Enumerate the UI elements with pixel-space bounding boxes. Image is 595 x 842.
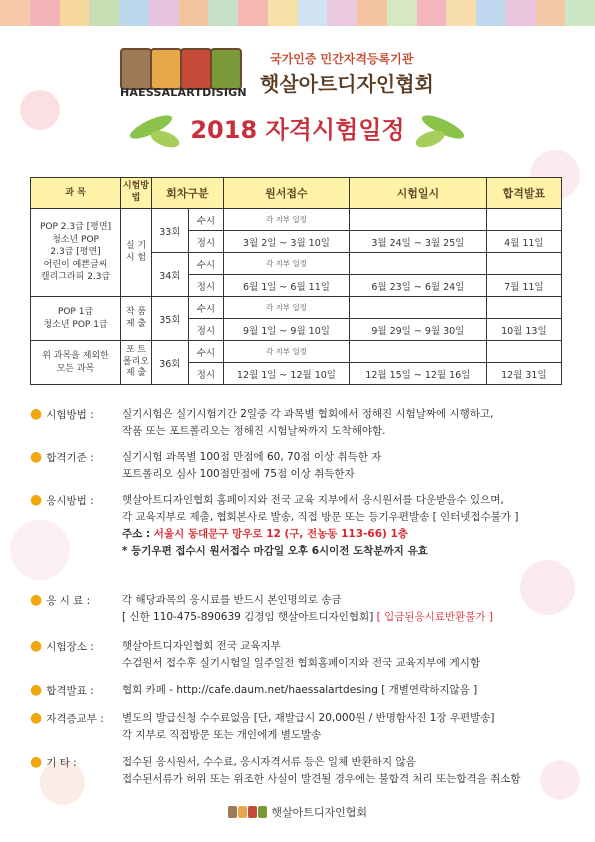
round-cell: 33회 — [151, 209, 188, 253]
color-stripe — [238, 0, 268, 26]
color-stripe — [179, 0, 209, 26]
color-stripe — [149, 0, 179, 26]
subject-cell — [31, 341, 121, 385]
apply-cell: 각 지부 일정 — [223, 341, 349, 363]
info-line: 접수된 응시원서, 수수료, 응시자격서류 등은 일체 반환하지 않음 — [122, 756, 416, 768]
round-cell: 36회 — [151, 341, 188, 385]
exam-cell — [350, 209, 487, 231]
footer — [0, 804, 595, 821]
exam-cell: 3월 24일 ~ 3월 25일 — [350, 231, 487, 253]
color-stripe — [417, 0, 447, 26]
method-cell — [121, 209, 152, 297]
table-row — [31, 209, 562, 231]
color-stripe — [119, 0, 149, 26]
method-line: 제 출 — [125, 318, 147, 329]
type-cell: 수시 — [188, 209, 223, 231]
info-line: 접수된서류가 허위 또는 위조한 사실이 발견될 경우에는 불합격 처리 또는합격을 취소함 — [122, 773, 521, 785]
header-apply: 원서접수 — [223, 178, 349, 209]
subject-line: 캘리그라피 2.3급 — [40, 272, 111, 283]
header-result: 합격발표 — [486, 178, 561, 209]
type-cell: 수시 — [188, 253, 223, 275]
color-stripe — [506, 0, 536, 26]
color-stripe — [446, 0, 476, 26]
round-cell: 35회 — [151, 297, 188, 341]
subject-cell — [31, 297, 121, 341]
top-color-stripes — [0, 0, 595, 26]
color-stripe — [89, 0, 119, 26]
info-line: 주소 : 서울시 동대문구 망우로 12 (구, 전농동 113-66) 1층 — [122, 528, 408, 540]
subject-line: POP 2.3급 [평면] — [40, 222, 112, 233]
method-line: 실 기 — [125, 240, 147, 251]
decor-petal — [10, 520, 70, 580]
footer-logo — [228, 806, 268, 821]
bullet-icon: ● — [30, 710, 43, 726]
round-cell: 34회 — [151, 253, 188, 297]
method-line: 포 트 — [125, 344, 147, 355]
info-label: 시험장소 : — [46, 641, 94, 653]
bullet-icon: ● — [30, 492, 43, 508]
header-subject: 과 목 — [31, 178, 121, 209]
result-cell — [486, 297, 561, 319]
apply-cell: 12월 1일 ~ 12월 10일 — [223, 363, 349, 385]
subject-line: 어린이 예쁜글씨 — [43, 259, 108, 270]
address: 서울시 동대문구 망우로 12 (구, 전농동 113-66) 1층 — [153, 528, 408, 540]
no-refund-note: [ 입금된응시료반환불가 ] — [376, 611, 493, 623]
info-label: 응시방법 : — [46, 495, 94, 507]
info-label: 자격증교부 : — [46, 713, 104, 725]
schedule-table — [30, 177, 562, 385]
info-line: 각 지부로 직접방문 또는 개인에게 별도발송 — [122, 729, 322, 741]
type-cell: 수시 — [188, 341, 223, 363]
info-label: 합격발표 : — [46, 685, 94, 697]
color-stripe — [208, 0, 238, 26]
color-stripe — [476, 0, 506, 26]
logo-text: HAESSALARTDISIGN — [120, 86, 247, 99]
bullet-icon: ● — [30, 592, 43, 608]
info-line: 실기시험은 실기시험기간 2일중 각 과목별 협회에서 정해진 시험날짜에 시행하고, — [122, 408, 494, 420]
header-exam: 시험일시 — [350, 178, 487, 209]
color-stripe — [357, 0, 387, 26]
color-stripe — [0, 0, 30, 26]
color-stripe — [268, 0, 298, 26]
method-cell — [121, 297, 152, 341]
footer-org-name: 햇살아트디자인협회 — [271, 806, 368, 819]
cafe-link[interactable]: 협회 카페 - http://cafe.daum.net/haessalartdesing [ 개별연락하지않음 ] — [122, 684, 478, 696]
subject-line: POP 1급 — [57, 306, 94, 317]
result-cell: 12월 31일 — [486, 363, 561, 385]
subject-line: 2.3급 [평면] — [50, 247, 101, 258]
info-line: 각 교육지부로 제출, 협회본사로 발송, 직접 방문 또는 등기우편발송 [ 인터넷접수불가 ] — [122, 511, 519, 523]
type-cell: 정시 — [188, 319, 223, 341]
color-stripe — [30, 0, 60, 26]
subject-line: 위 과목을 제외한 — [42, 350, 109, 361]
exam-cell: 6월 23일 ~ 6월 24일 — [350, 275, 487, 297]
color-stripe — [387, 0, 417, 26]
exam-cell — [350, 341, 487, 363]
info-line: 실기시험 과목별 100점 만점에 60, 70점 이상 취득한 자 — [122, 451, 382, 463]
type-cell: 수시 — [188, 297, 223, 319]
table-header-row — [31, 178, 562, 209]
exam-cell: 12월 15일 ~ 12월 16일 — [350, 363, 487, 385]
color-stripe — [327, 0, 357, 26]
color-stripe — [536, 0, 566, 26]
color-stripe — [60, 0, 90, 26]
apply-cell: 각 지부 일정 — [223, 209, 349, 231]
method-line: 시 험 — [125, 252, 147, 263]
info-label: 시험방법 : — [46, 409, 94, 421]
info-line: 햇살아트디자인협회 홈페이지와 전국 교육 지부에서 응시원서를 다운받을수 있으며, — [122, 494, 504, 506]
type-cell: 정시 — [188, 275, 223, 297]
table-row — [31, 341, 562, 363]
info-line: 작품 또는 포트폴리오는 정해진 시험날짜까지 도착해야함. — [122, 425, 386, 437]
color-stripe — [298, 0, 328, 26]
schedule-table-wrap — [30, 177, 562, 385]
subject-line: 청소년 POP 1급 — [43, 319, 108, 330]
info-line: [ 신한 110-475-890639 김경임 햇살아트디자인협회] [ 입금된응시료반환불가 ] — [122, 611, 493, 623]
exam-cell — [350, 297, 487, 319]
org-name: 햇살아트디자인협회 — [260, 72, 434, 96]
bullet-icon: ● — [30, 682, 43, 698]
apply-cell: 각 지부 일정 — [223, 253, 349, 275]
bullet-icon: ● — [30, 638, 43, 654]
info-label: 응 시 료 : — [46, 595, 91, 607]
bullet-icon: ● — [30, 406, 43, 422]
info-label: 합격기준 : — [46, 452, 94, 464]
info-line: 햇살아트디자인협회 전국 교육지부 — [122, 640, 281, 652]
apply-cell: 6월 1일 ~ 6월 11일 — [223, 275, 349, 297]
result-cell: 7월 11일 — [486, 275, 561, 297]
subject-line: 모든 과목 — [56, 363, 95, 374]
method-line: 작 품 — [125, 306, 147, 317]
info-line: 수검원서 접수후 실기시험일 일주일전 협회홈페이지와 전국 교육지부에 게시함 — [122, 657, 481, 669]
info-line: 별도의 발급신청 수수료없음 [단, 재발급시 20,000원 / 반명함사진 1장 우편발송] — [122, 712, 495, 724]
info-label: 기 타 : — [46, 757, 77, 769]
info-line: * 등기우편 접수시 원서접수 마감일 오후 6시이전 도착분까지 유효 — [122, 545, 428, 557]
apply-cell: 3월 2일 ~ 3월 10일 — [223, 231, 349, 253]
subject-line: 청소년 POP — [52, 234, 99, 245]
result-cell — [486, 341, 561, 363]
bullet-icon: ● — [30, 449, 43, 465]
apply-cell: 9월 1일 ~ 9월 10일 — [223, 319, 349, 341]
exam-cell: 9월 29일 ~ 9월 30일 — [350, 319, 487, 341]
method-line: 제 출 — [125, 368, 147, 379]
exam-cell — [350, 253, 487, 275]
page-title: 2018 자격시험일정 — [190, 116, 405, 144]
header-round: 회차구분 — [151, 178, 223, 209]
table-body — [31, 209, 562, 385]
result-cell — [486, 253, 561, 275]
type-cell: 정시 — [188, 231, 223, 253]
color-stripe — [565, 0, 595, 26]
method-line: 폴리오 — [122, 356, 149, 367]
result-cell: 4월 11일 — [486, 231, 561, 253]
result-cell — [486, 209, 561, 231]
info-line: 포트폴리오 심사 100점만점에 75점 이상 취득한자 — [122, 468, 355, 480]
result-cell: 10월 13일 — [486, 319, 561, 341]
info-line: 각 해당과목의 응시료를 반드시 본인명의로 송금 — [122, 594, 342, 606]
header-method: 시험방법 — [121, 178, 152, 209]
type-cell: 정시 — [188, 363, 223, 385]
apply-cell: 각 지부 일정 — [223, 297, 349, 319]
table-row — [31, 297, 562, 319]
org-subtitle: 국가인증 민간자격등록기관 — [270, 52, 414, 66]
title-area — [0, 110, 595, 146]
subject-cell — [31, 209, 121, 297]
method-cell — [121, 341, 152, 385]
bullet-icon: ● — [30, 754, 43, 770]
